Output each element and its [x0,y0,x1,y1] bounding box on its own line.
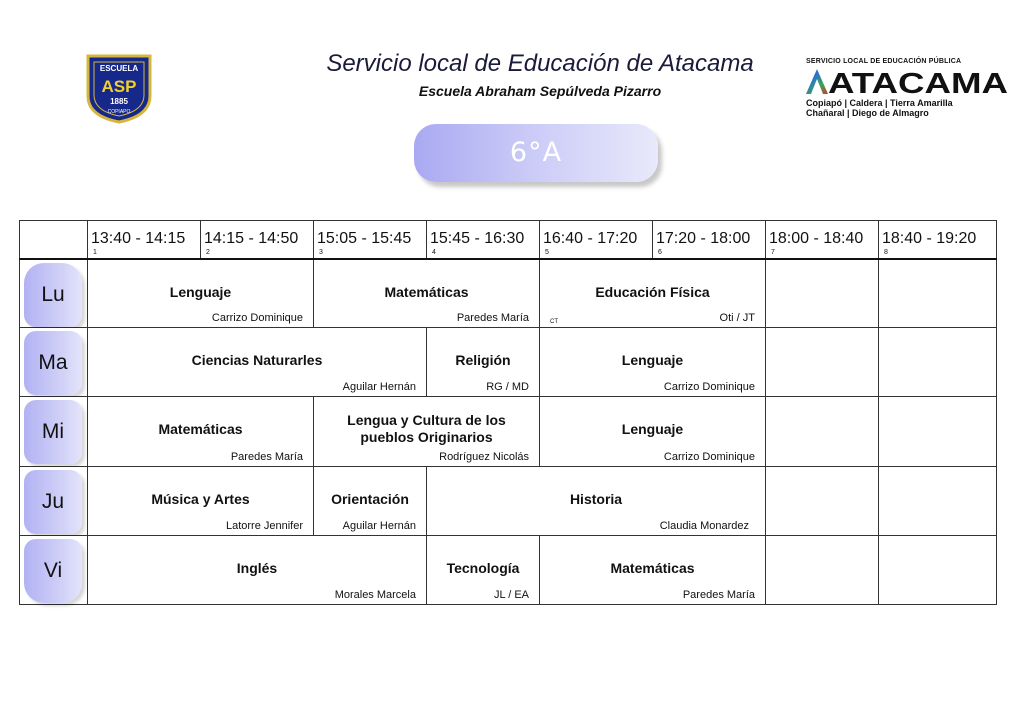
day-label: Lu [24,263,82,327]
atacama-name: ATACAMA [828,68,1009,96]
atacama-communes-2: Chañaral | Diego de Almagro [806,108,929,118]
empty-cell [879,535,997,604]
subject-name: Lenguaje [169,283,232,300]
slot-header [427,221,540,259]
empty-cell [879,259,997,328]
slot-header [879,221,997,259]
slot-number: 7 [771,249,775,256]
teacher-name: Carrizo Dominique [663,381,755,394]
slot-header [540,221,653,259]
atacama-logo [804,58,1014,122]
class-cell [427,328,540,397]
teacher-name: Paredes María [230,450,303,463]
teacher-name: RG / MD [486,381,529,394]
class-cell [540,328,766,397]
subject-name: Música y Artes [151,490,250,507]
class-cell [427,535,540,604]
slot-number: 6 [658,249,662,256]
atacama-logo-top: SERVICIO LOCAL DE EDUCACIÓN PÚBLICA [806,58,962,65]
slot-time: 18:40 - 19:20 [882,230,977,247]
empty-cell [766,535,879,604]
subject-name: Ciencias Naturarles [191,352,323,369]
slot-time: 17:20 - 18:00 [656,230,751,247]
empty-cell [879,397,997,466]
day-row-ma [20,328,997,397]
subject-name: Lenguaje [621,352,684,369]
school-crest-logo [84,52,154,124]
subject-name: Historia [569,490,623,507]
empty-cell [766,328,879,397]
class-cell [88,535,427,604]
teacher-name: Oti / JT [719,312,755,325]
slot-number: 5 [545,249,549,256]
teacher-name: Aguilar Hernán [342,381,416,394]
subject-name: Lenguaje [621,421,684,438]
slot-time: 14:15 - 14:50 [204,230,299,247]
class-cell [540,397,766,466]
slot-time: 18:00 - 18:40 [769,230,864,247]
empty-cell [879,466,997,535]
atacama-wordmark [804,66,1014,96]
class-label: 6°A [414,124,658,182]
subject-name: Orientación [331,490,409,507]
teacher-name: Latorre Jennifer [225,519,303,532]
day-label: Mi [24,400,82,464]
slot-time: 15:05 - 15:45 [317,230,412,247]
slot-header [653,221,766,259]
class-cell [88,328,427,397]
day-row-vi [20,535,997,604]
slot-number: 1 [93,249,97,256]
subject-name: Lengua y Cultura de los pueblos Originarios [347,412,506,446]
slot-number: 3 [319,249,323,256]
slot-header [766,221,879,259]
day-cell [20,466,88,535]
corner-cell [20,221,88,259]
day-cell [20,328,88,397]
class-cell [540,259,766,328]
class-cell [314,259,540,328]
teacher-name: Paredes María [456,312,529,325]
day-cell [20,397,88,466]
atacama-communes-1: Copiapó | Caldera | Tierra Amarilla [806,98,953,108]
room-tag: CT [550,319,558,326]
class-cell [88,259,314,328]
slot-time: 16:40 - 17:20 [543,230,638,247]
day-label: Ma [24,331,82,395]
crest-text-top: ESCUELA [99,64,139,73]
empty-cell [766,259,879,328]
slot-header [88,221,201,259]
subject-name: Matemáticas [384,283,469,300]
teacher-name: Carrizo Dominique [663,450,755,463]
slot-header [314,221,427,259]
teacher-name: Morales Marcela [334,589,416,601]
subject-name: Inglés [236,559,278,576]
class-cell [88,466,314,535]
day-row-lu [20,259,997,328]
crest-initials: ASP [101,77,137,96]
class-cell [314,466,427,535]
subject-name: Tecnología [446,559,520,576]
slot-time: 15:45 - 16:30 [430,230,525,247]
page-title: Servicio local de Educación de Atacama [326,50,754,77]
schedule-table [19,220,997,605]
teacher-name: JL / EA [493,589,529,601]
empty-cell [766,466,879,535]
teacher-name: Rodríguez Nicolás [439,450,529,463]
teacher-name: Claudia Monardez [659,519,749,532]
day-label: Ju [24,470,82,534]
day-row-mi [20,397,997,466]
slot-header [201,221,314,259]
slot-time: 13:40 - 14:15 [91,230,186,247]
subject-name: Educación Física [595,283,710,300]
empty-cell [879,328,997,397]
subject-name: Matemáticas [158,421,243,438]
day-cell [20,535,88,604]
slot-number: 4 [432,249,436,256]
empty-cell [766,397,879,466]
class-cell [540,535,766,604]
subject-name: Religión [455,352,511,369]
teacher-name: Paredes María [682,589,755,601]
crest-year: 1885 [110,97,128,106]
day-label: Vi [24,539,82,603]
teacher-name: Aguilar Hernán [342,519,416,532]
subject-name: Matemáticas [610,559,695,576]
day-cell [20,259,88,328]
crest-text-bottom: COPIAPO [107,109,131,115]
slot-number: 8 [884,249,888,256]
day-row-ju [20,466,997,535]
slot-number: 2 [206,249,210,256]
class-cell [88,397,314,466]
header-row [20,221,997,259]
class-cell [314,397,540,466]
class-cell [427,466,766,535]
school-name: Escuela Abraham Sepúlveda Pizarro [418,83,662,99]
teacher-name: Carrizo Dominique [211,312,303,325]
